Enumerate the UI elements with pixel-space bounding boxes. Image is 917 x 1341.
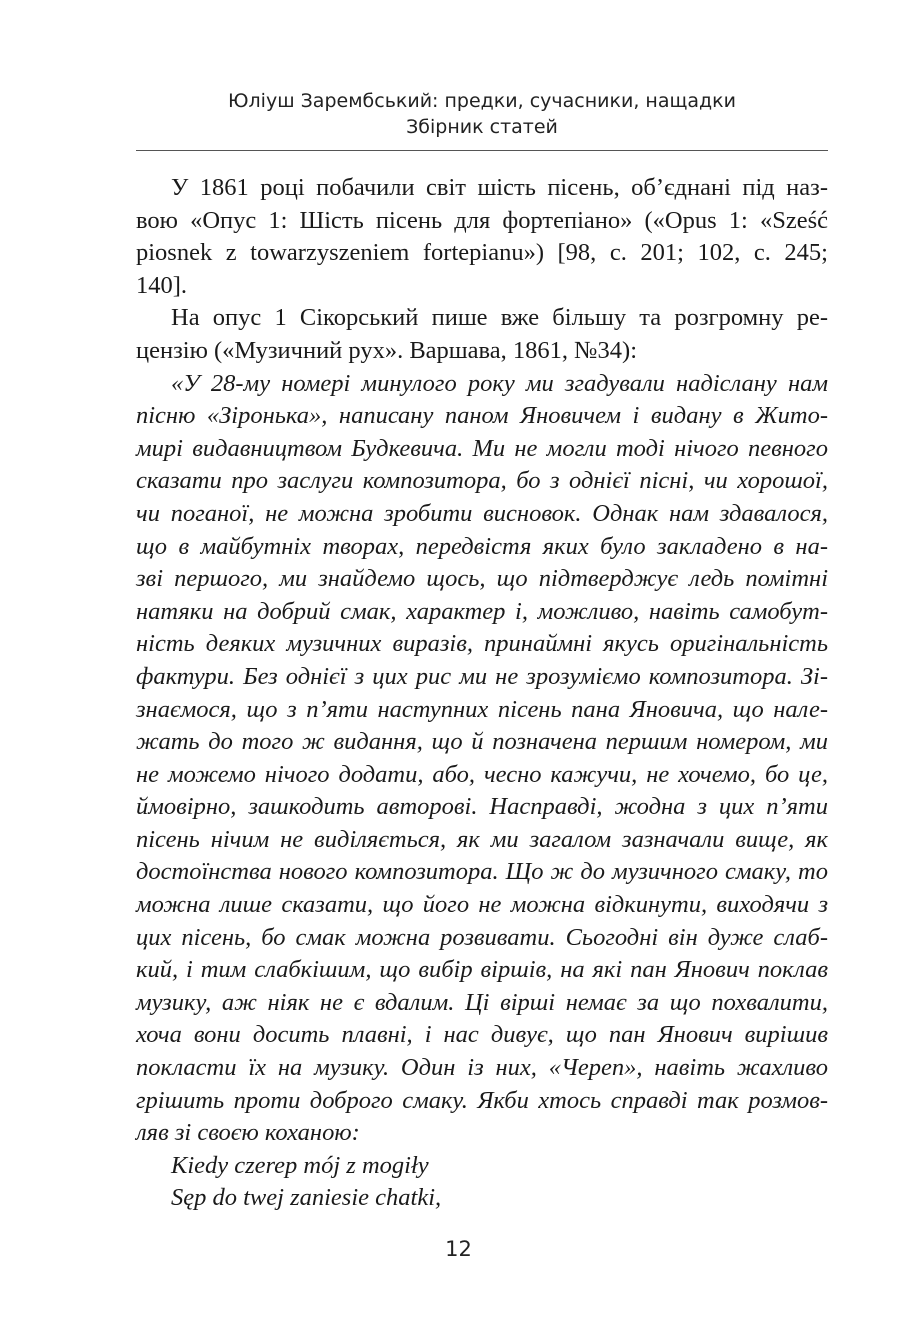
quote-line: пісень нічим не виділяється, як ми загалом зазначали вище, як [136, 825, 828, 853]
quote-line: зві першого, ми знайдемо щось, що підтверджує ледь помітні [136, 565, 828, 593]
text-line: piosnek z towarzyszeniem fortepianu») [98, с. 201; 102, с. 245; [136, 239, 828, 267]
quote-line: мирі видавництвом Будкевича. Ми не могли тоді нічого певного [136, 434, 828, 462]
quote-line: не можемо нічого додати, або, чесно кажучи, не хочемо, бо це, [136, 760, 828, 788]
quote-line: музику, аж ніяк не є вдалим. Ці вірші немає за що похвалити, [136, 988, 828, 1016]
quote-line: фактури. Без однієї з цих рис ми не зрозуміємо композитора. Зі- [136, 662, 828, 690]
quote-line: чи поганої, не можна зробити висновок. Однак нам здавалося, [136, 499, 828, 527]
quote-line: достоїнства нового композитора. Що ж до музичного смаку, то [136, 858, 828, 886]
quote-line: ймовірно, зашкодить авторові. Насправді, жодна з цих п’яти [136, 793, 828, 821]
quote-line: хоча вони досить плавні, і нас дивує, що пан Янович вирішив [136, 1021, 828, 1049]
header-title: Юліуш Зарембський: предки, сучасники, нащадки [228, 90, 736, 112]
quote-line: пісню «Зіронька», написану паном Яновичем і видану в Жито- [136, 402, 828, 430]
text-line: 140]. [136, 271, 188, 299]
quote-line: сказати про заслуги композитора, бо з однієї пісні, чи хорошої, [136, 467, 828, 495]
quote-line: цих пісень, бо смак можна розвивати. Сьогодні він дуже слаб- [136, 923, 828, 951]
quote-line: «У 28-му номері минулого року ми згадували надіслану нам [171, 369, 828, 397]
quote-line: ність деяких музичних виразів, принаймні якусь оригінальність [136, 630, 828, 658]
header-divider [136, 150, 828, 151]
body-text [136, 172, 828, 1215]
verse-line: Sęp do twej zaniesie chatki, [171, 1184, 442, 1212]
text-line: У 1861 році побачили світ шість пісень, об’єднані під наз- [171, 174, 828, 201]
text-line: На опус 1 Сікорський пише вже більшу та розгромну ре- [171, 304, 828, 332]
running-header [136, 88, 828, 140]
quote-line: грішить проти доброго смаку. Якби хтось справді так розмов- [136, 1086, 828, 1114]
quote-line: можна лише сказати, що його не можна відкинути, виходячи з [136, 891, 828, 919]
quote-line: кий, і тим слабкішим, що вибір віршів, на які пан Янович поклав [136, 956, 828, 984]
quote-line: ляв зі своєю коханою: [136, 1119, 360, 1147]
header-subtitle: Збірник статей [406, 116, 558, 138]
page-number: 12 [445, 1237, 472, 1261]
quote-line: покласти їх на музику. Один із них, «Череп», навіть жахливо [136, 1054, 828, 1082]
quote-line: що в майбутніх творах, передвістя яких було закладено в на- [136, 532, 828, 560]
quote-line: жать до того ж видання, що й позначена першим номером, ми [136, 728, 828, 756]
verse-line: Kiedy czerep mój z mogiły [171, 1151, 429, 1179]
text-line: цензію («Музичний рух». Варшава, 1861, №34): [136, 336, 638, 364]
quote-line: знаємося, що з п’яти наступних пісень пана Яновича, що нале- [136, 695, 828, 723]
text-line: вою «Опус 1: Шість пісень для фортепіано» («Opus 1: «Sześć [136, 206, 828, 234]
quote-line: натяки на добрий смак, характер і, можливо, навіть самобут- [136, 597, 828, 625]
